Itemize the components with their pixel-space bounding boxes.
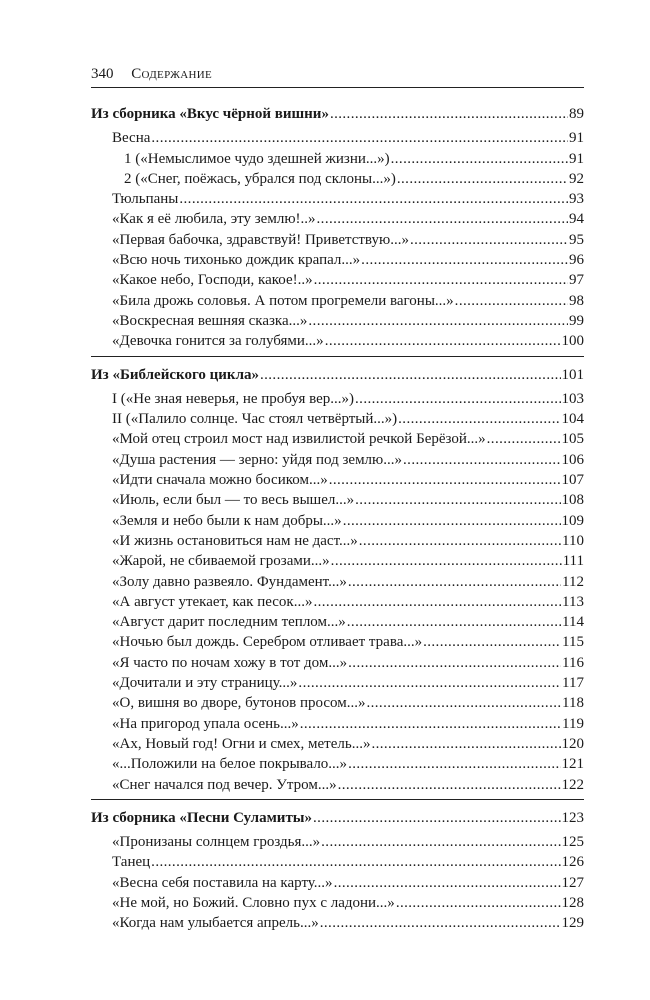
dot-leader xyxy=(455,291,568,311)
toc-page-number: 114 xyxy=(562,614,584,631)
toc-section xyxy=(91,104,584,357)
toc-entry-title: «Я часто по ночам хожу в тот дом...» xyxy=(112,654,348,671)
toc-page-number: 104 xyxy=(561,411,584,428)
toc-entry-title: I («Не зная неверья, не пробуя вер...») xyxy=(112,390,355,407)
toc-entry[interactable] xyxy=(91,693,584,713)
toc-page-number: 98 xyxy=(569,292,584,309)
toc-entry[interactable] xyxy=(91,169,584,189)
dot-leader xyxy=(330,104,568,124)
dot-leader xyxy=(338,775,561,795)
dot-leader xyxy=(298,673,561,693)
toc-page-number: 115 xyxy=(562,634,584,651)
dot-leader xyxy=(320,913,561,933)
toc-entry[interactable] xyxy=(91,531,584,551)
toc-entry[interactable] xyxy=(91,470,584,490)
toc-entry-title: «Какое небо, Господи, какое!..» xyxy=(112,272,313,289)
toc-entry[interactable] xyxy=(91,450,584,470)
toc-page-number: 129 xyxy=(561,915,584,932)
toc-page-number: 106 xyxy=(561,451,584,468)
toc-page-number: 91 xyxy=(569,130,584,147)
dot-leader xyxy=(371,734,560,754)
toc-section-heading[interactable] xyxy=(91,104,584,124)
toc-entry[interactable] xyxy=(91,612,584,632)
toc-page-number: 118 xyxy=(562,695,584,712)
toc-page-number: 96 xyxy=(569,252,584,269)
toc-entry-title: «Душа растения — зерно: уйдя под землю...» xyxy=(112,451,403,468)
toc-entry[interactable] xyxy=(91,511,584,531)
toc-page-number: 128 xyxy=(561,894,584,911)
toc-page-number: 103 xyxy=(561,390,584,407)
toc-entry[interactable] xyxy=(91,852,584,872)
toc-entry-title: «Первая бабочка, здравствуй! Приветствую...» xyxy=(112,231,409,248)
toc-entry-title: «Земля и небо были к нам добры...» xyxy=(112,512,342,529)
toc-entry-title: «Когда нам улыбается апрель...» xyxy=(112,915,319,932)
toc-page-number: 121 xyxy=(561,756,584,773)
dot-leader xyxy=(397,169,568,189)
toc-heading-title: Из сборника «Песни Суламиты» xyxy=(91,809,313,826)
toc-page-number: 112 xyxy=(562,573,584,590)
toc-page-number: 123 xyxy=(561,809,584,826)
toc-entry-title: «Мой отец строил мост над извилистой речкой Берёзой...» xyxy=(112,431,486,448)
toc-entry[interactable] xyxy=(91,913,584,933)
dot-leader xyxy=(355,389,560,409)
toc-entry-title: 1 («Немыслимое чудо здешней жизни...») xyxy=(124,150,390,167)
dot-leader xyxy=(366,693,561,713)
toc-page-number: 119 xyxy=(562,715,584,732)
toc-page-number: 108 xyxy=(561,492,584,509)
dot-leader xyxy=(325,331,561,351)
toc-page-number: 110 xyxy=(562,532,584,549)
dot-leader xyxy=(334,873,561,893)
toc-page-number: 117 xyxy=(562,675,584,692)
toc-page-number: 109 xyxy=(561,512,584,529)
toc-entry[interactable] xyxy=(91,754,584,774)
toc-entry-title: «Пронизаны солнцем гроздья...» xyxy=(112,834,321,851)
dot-leader xyxy=(308,311,568,331)
toc-entry[interactable] xyxy=(91,653,584,673)
toc-entry[interactable] xyxy=(91,832,584,852)
dot-leader xyxy=(391,149,568,169)
toc-page-number: 105 xyxy=(561,431,584,448)
running-header xyxy=(91,64,584,88)
toc-entry-title: «Всю ночь тихонько дождик крапал...» xyxy=(112,252,361,269)
toc-section xyxy=(91,365,584,800)
toc-entry-title: «На пригород упала осень...» xyxy=(112,715,299,732)
dot-leader xyxy=(359,531,561,551)
toc-entry[interactable] xyxy=(91,230,584,250)
toc-entry-title: «Июль, если был — то весь вышел...» xyxy=(112,492,355,509)
dot-leader xyxy=(423,632,561,652)
toc-entry[interactable] xyxy=(91,409,584,429)
dot-leader xyxy=(313,808,560,828)
toc-entry-title: «Идти сначала можно босиком...» xyxy=(112,472,328,489)
dot-leader xyxy=(179,189,568,209)
dot-leader xyxy=(317,209,568,229)
toc-entry[interactable] xyxy=(91,632,584,652)
toc-entry[interactable] xyxy=(91,551,584,571)
toc-page-number: 120 xyxy=(561,735,584,752)
toc-entry-title: «Не мой, но Божий. Словно пух с ладони...» xyxy=(112,894,395,911)
dot-leader xyxy=(343,511,561,531)
dot-leader xyxy=(260,365,561,385)
toc-page-number: 94 xyxy=(569,211,584,228)
toc-section-heading[interactable] xyxy=(91,365,584,385)
toc-entry[interactable] xyxy=(91,311,584,331)
toc-entry-title: «Как я её любила, эту землю!..» xyxy=(112,211,316,228)
toc-page-number: 97 xyxy=(569,272,584,289)
toc-heading-title: Из сборника «Вкус чёрной вишни» xyxy=(91,106,329,122)
toc-section xyxy=(91,808,584,938)
toc-heading-title: Из «Библейского цикла» xyxy=(91,366,259,383)
toc-entry[interactable] xyxy=(91,149,584,169)
toc-page-number: 99 xyxy=(569,312,584,329)
toc-entry-title: Танец xyxy=(112,854,151,871)
toc-entry[interactable] xyxy=(91,592,584,612)
dot-leader xyxy=(348,572,561,592)
dot-leader xyxy=(314,270,568,290)
toc-entry[interactable] xyxy=(91,490,584,510)
toc-entry[interactable] xyxy=(91,128,584,148)
dot-leader xyxy=(487,429,561,449)
toc-entry-title: «Весна себя поставила на карту...» xyxy=(112,874,333,891)
toc-entry-title: «Ночью был дождь. Серебром отливает трава...» xyxy=(112,634,423,651)
dot-leader xyxy=(347,612,561,632)
toc-page-number: 126 xyxy=(561,854,584,871)
running-title: Содержание xyxy=(131,66,213,82)
toc-entry[interactable] xyxy=(91,270,584,290)
toc-page-number: 100 xyxy=(561,333,584,350)
page-number: 340 xyxy=(91,66,114,82)
toc-entry[interactable] xyxy=(91,673,584,693)
toc-page-number: 92 xyxy=(569,170,584,187)
dot-leader xyxy=(313,592,561,612)
dot-leader xyxy=(348,754,560,774)
toc-page-number: 89 xyxy=(569,106,584,122)
toc-entry[interactable] xyxy=(91,714,584,734)
toc-page-number: 107 xyxy=(561,472,584,489)
toc-section-heading[interactable] xyxy=(91,808,584,828)
toc-page-number: 93 xyxy=(569,191,584,208)
dot-leader xyxy=(300,714,561,734)
toc-page-number: 122 xyxy=(561,776,584,793)
toc-entry[interactable] xyxy=(91,429,584,449)
toc-page-number: 113 xyxy=(562,593,584,610)
toc-entry[interactable] xyxy=(91,250,584,270)
toc-entry[interactable] xyxy=(91,189,584,209)
toc-entry-title: «Девочка гонится за голубями...» xyxy=(112,333,324,350)
toc-entry[interactable] xyxy=(91,331,584,351)
toc-page-number: 127 xyxy=(561,874,584,891)
toc-entry-title: «Золу давно развеяло. Фундамент...» xyxy=(112,573,347,590)
dot-leader xyxy=(410,230,568,250)
toc-entry-title: «Воскресная вешняя сказка...» xyxy=(112,312,308,329)
toc-entry[interactable] xyxy=(91,734,584,754)
toc-entry[interactable] xyxy=(91,873,584,893)
toc-entry-title: «И жизнь остановиться нам не даст...» xyxy=(112,532,358,549)
dot-leader xyxy=(403,450,560,470)
toc-page-number: 116 xyxy=(562,654,584,671)
toc-entry-title: «...Положили на белое покрывало...» xyxy=(112,756,348,773)
toc-page-number: 125 xyxy=(561,834,584,851)
toc-entry[interactable] xyxy=(91,389,584,409)
dot-leader xyxy=(321,832,560,852)
dot-leader xyxy=(361,250,568,270)
toc-entry[interactable] xyxy=(91,291,584,311)
dot-leader xyxy=(151,128,568,148)
dot-leader xyxy=(348,653,561,673)
toc-page-number: 91 xyxy=(569,150,584,167)
toc-entry-title: II («Палило солнце. Час стоял четвёртый...») xyxy=(112,411,398,428)
toc-entry-title: «Август дарит последним теплом...» xyxy=(112,614,346,631)
toc-entry-title: «Дочитали и эту страницу...» xyxy=(112,675,298,692)
toc-entry[interactable] xyxy=(91,209,584,229)
dot-leader xyxy=(331,551,562,571)
toc-entry-title: Весна xyxy=(112,130,151,147)
toc-entry-title: «Била дрожь соловья. А потом прогремели вагоны...» xyxy=(112,292,454,309)
toc-entry-title: «Ах, Новый год! Огни и смех, метель...» xyxy=(112,735,371,752)
toc-page-number: 101 xyxy=(561,366,584,383)
toc-entry[interactable] xyxy=(91,893,584,913)
toc-entry-title: 2 («Снег, поёжась, убрался под склоны...») xyxy=(124,170,396,187)
toc-page-number: 111 xyxy=(562,553,584,570)
toc-entry-title: «Жарой, не сбиваемой грозами...» xyxy=(112,553,330,570)
toc-entry-title: Тюльпаны xyxy=(112,191,179,208)
toc-entry-title: «О, вишня во дворе, бутонов просом...» xyxy=(112,695,366,712)
dot-leader xyxy=(329,470,561,490)
toc-page-number: 95 xyxy=(569,231,584,248)
table-of-contents xyxy=(91,104,584,946)
toc-entry-title: «Снег начался под вечер. Утром...» xyxy=(112,776,337,793)
dot-leader xyxy=(151,852,560,872)
dot-leader xyxy=(355,490,560,510)
toc-entry[interactable] xyxy=(91,775,584,795)
dot-leader xyxy=(396,893,561,913)
dot-leader xyxy=(398,409,560,429)
toc-entry-title: «А август утекает, как песок...» xyxy=(112,593,313,610)
toc-entry[interactable] xyxy=(91,572,584,592)
